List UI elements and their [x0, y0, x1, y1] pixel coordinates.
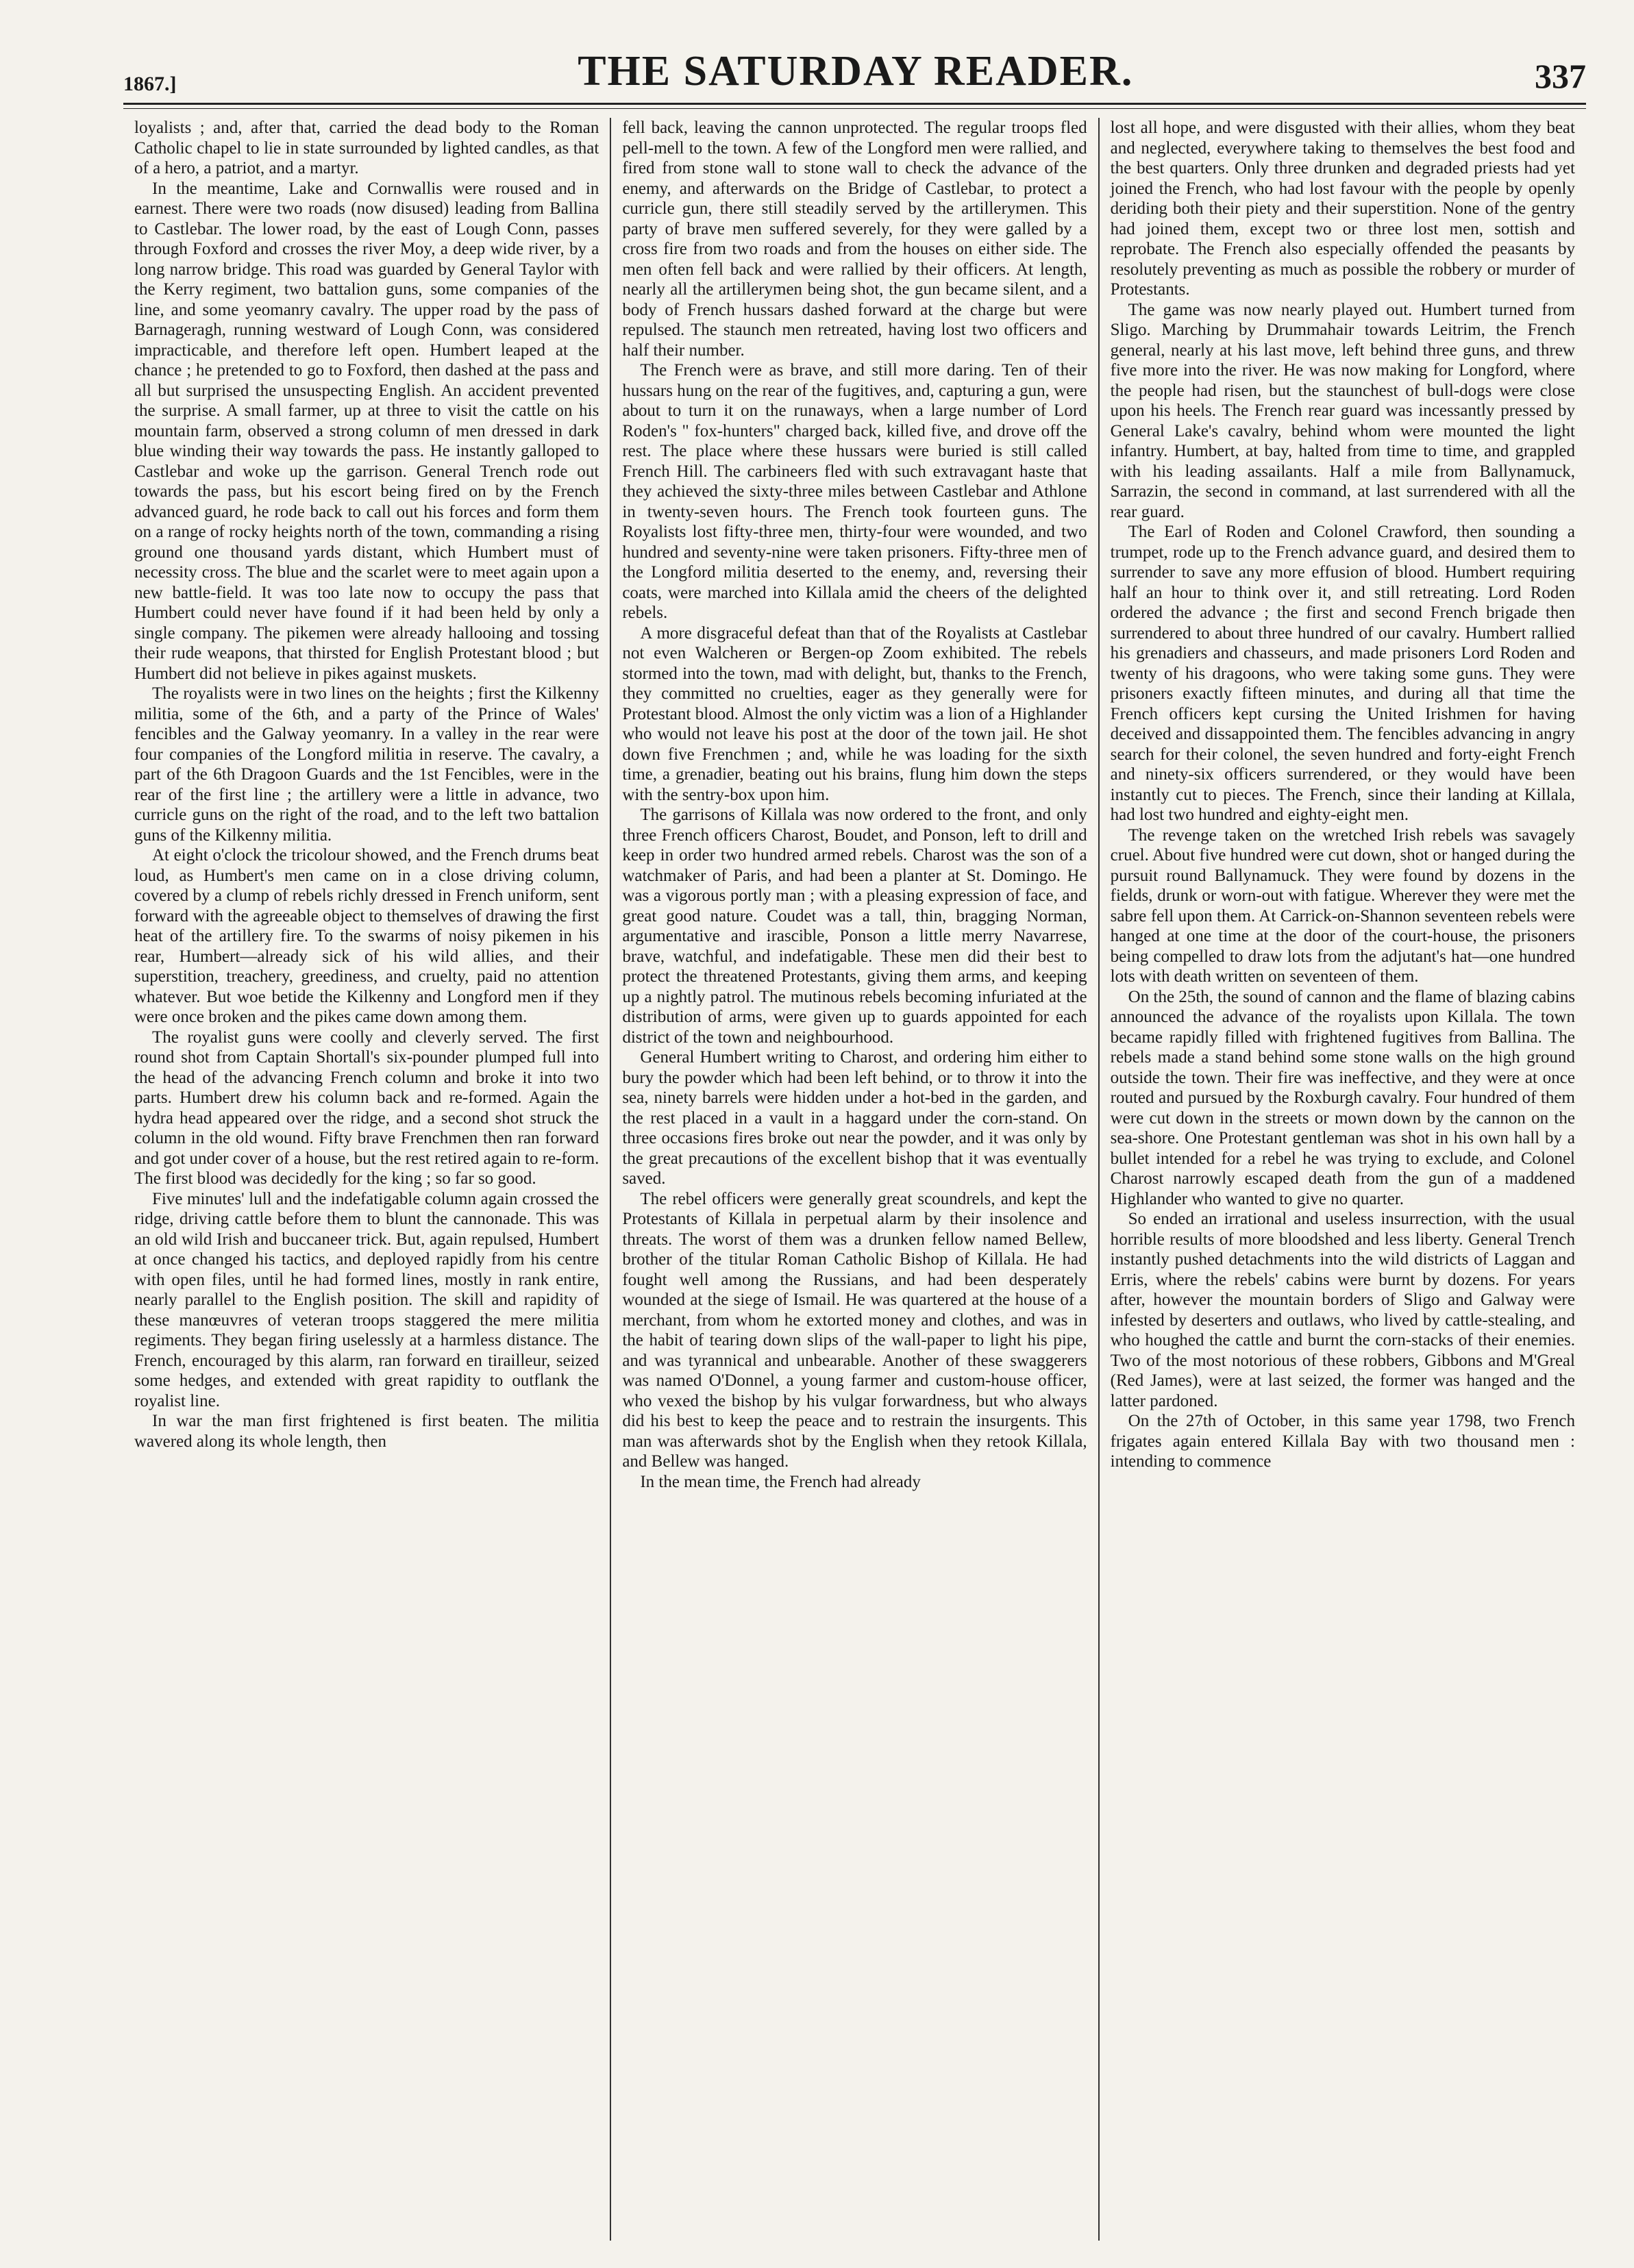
- paragraph: loyalists ; and, after that, carried the dead body to the Roman Catholic chapel to lie in state surrounded by lighted candles, as that of a hero, a patriot, and a martyr.: [134, 119, 599, 177]
- paragraph: The garrisons of Killala was now ordered to the front, and only three French officers Charost, Boudet, and Ponson, left to drill and keep in order two hundred armed rebels. Charost was the son of a watchmaker of Paris, and had been a planter at St. Domingo. He was a vigorous portly man ; with a pleasing expression of face, and great good nature. Coudet was a tall, thin, bragging Norman, argumentative and irascible, Ponson a little merry Navarrese, brave, watchful, and indefatigable. These men did their best to protect the threatened Protestants, giving them arms, and keeping up a nightly patrol. The mutinous rebels becoming infuriated at the distribution of arms, were given up to guards appointed for each district of the town and neighbourhood.: [622, 806, 1087, 1047]
- header-rule-thin: [123, 108, 1586, 109]
- paragraph: The royalist guns were coolly and cleverly served. The first round shot from Captain Shortall's six-pounder plumped full into the head of the advancing French column and broke it into two parts. Humbert drew his column back and re-formed. Again the hydra head appeared over the ridge, and a second shot struck the column in the old wound. Fifty brave Frenchmen then ran forward and got under cover of a house, but the rest retired again to re-form. The first blood was decidedly for the king ; so far so good.: [134, 1027, 599, 1188]
- paragraph: Five minutes' lull and the indefatigable column again crossed the ridge, driving cattle before them to blunt the cannonade. This was an old wild Irish and buccaneer trick. But, again repulsed, Humbert at once changed his tactics, and deployed rapidly from his centre with open files, until he had formed lines, mostly in rank entire, nearly parallel to the English position. The skill and rapidity of these manœuvres of veteran troops staggered the mere militia regiments. They began firing uselessly at a harmless distance. The French, encouraged by this alarm, ran forward en tirailleur, seized some hedges, and extended with great rapidity to outflank the royalist line.: [134, 1189, 599, 1410]
- column-1: [123, 118, 610, 2241]
- column-3: [1098, 118, 1586, 2241]
- paragraph: In the meantime, Lake and Cornwallis were roused and in earnest. There were two roads (now disused) leading from Ballina to Castlebar. The lower road, by the east of Lough Conn, passes through Foxford and crosses the river Moy, a deep wide river, by a long narrow bridge. This road was guarded by General Taylor with the Kerry regiment, two battalion guns, some companies of the line, and some yeomanry cavalry. The upper road by the pass of Barnageragh, running westward of Lough Conn, was considered impracticable, and therefore left open. Humbert leaped at the chance ; he pretended to go to Foxford, then dashed at the pass and all but surprised the unsuspecting English. An accident prevented the surprise. A small farmer, up at three to visit the cattle on his mountain farm, observed a strong column of men dressed in dark blue winding their way towards the pass. He instantly galloped to Castlebar and woke up the garrison. General Trench rode out towards the pass, but his escort being fired on by the French advanced guard, he rode back to call out his forces and form them on a range of rocky heights north of the town, commanding a rising ground one thousand yards distant, which Humbert must of necessity cross. The blue and the scarlet were to meet again upon a new battle-field. It was too late now to occupy the pass that Humbert could never have found if it had been held by only a single company. The pikemen were already hallooing and tossing their rude weapons, that thirsted for English Protestant blood ; but Humbert did not believe in pikes against muskets.: [134, 179, 599, 683]
- issue-date: 1867.]: [123, 73, 177, 95]
- paragraph: So ended an irrational and useless insurrection, with the usual horrible results of more bloodshed and less liberty. General Trench instantly pushed detachments into the wild districts of Laggan and Erris, where the rebels' cabins were burnt by dozens. For years after, however the mountain borders of Sligo and Galway were infested by deserters and outlaws, who lived by cattle-stealing, and who houghed the cattle and burnt the corn-stacks of their enemies. Two of the most notorious of these robbers, Gibbons and M'Greal (Red James), were at last seized, the former was hanged and the latter pardoned.: [1110, 1210, 1575, 1410]
- paragraph: The revenge taken on the wretched Irish rebels was savagely cruel. About five hundred were cut down, shot or hanged during the pursuit round Ballynamuck. They were found by dozens in the fields, drunk or worn-out with fatigue. Wherever they were met the sabre fell upon them. At Carrick-on-Shannon seventeen rebels were hanged at one time at the door of the court-house, the prisoners being compelled to draw lots from the adjutant's hat—one hundred lots with death written on seventeen of them.: [1110, 825, 1575, 986]
- page-number: 337: [1535, 57, 1586, 95]
- header-rule: [123, 103, 1586, 105]
- paragraph: The French were as brave, and still more daring. Ten of their hussars hung on the rear of the fugitives, and, capturing a gun, were about to turn it on the runaways, when a large number of Lord Roden's " fox-hunters" charged back, killed five, and drove off the rest. The place where these hussars were buried is still called French Hill. The carbineers fled with such extravagant haste that they achieved the sixty-three miles between Castlebar and Athlone in twenty-seven hours. The French took fourteen guns. The Royalists lost fifty-three men, thirty-four were wounded, and two hundred and seventy-nine were taken prisoners. Fifty-three men of the Longford militia deserted to the enemy, and, reversing their coats, were marched into Killala amid the cheers of the delighted rebels.: [622, 361, 1087, 622]
- paragraph: The Earl of Roden and Colonel Crawford, then sounding a trumpet, rode up to the French advance guard, and desired them to surrender to save any more effusion of blood. Humbert requiring half an hour to think over it, and still retreating. Lord Roden ordered the advance ; the first and second French brigade then surrendered to about three hundred of our cavalry. Humbert rallied his grenadiers and chasseurs, and made prisoners Lord Roden and twenty of his dragoons, who were taking some guns. They were prisoners exactly fifteen minutes, and during all that time the French officers kept cursing the United Irishmen for having deceived and dissappointed them. The fencibles advancing in angry search for their colonel, the seven hundred and forty-eight French and ninety-six officers surrendered, or they would have been instantly cut to pieces. The French, since their landing at Killala, had lost two hundred and eighty-eight men.: [1110, 523, 1575, 824]
- paragraph: General Humbert writing to Charost, and ordering him either to bury the powder which had been left behind, or to throw it into the sea, ninety barrels were hidden under a hot-bed in the garden, and the rest placed in a vault in a haggard under the corn-stand. On three occasions fires broke out near the powder, and it was only by the great precautions of the excellent bishop that it was eventually saved.: [622, 1048, 1087, 1188]
- article-columns: [123, 118, 1586, 2241]
- column-2: [610, 118, 1098, 2241]
- paragraph: The rebel officers were generally great scoundrels, and kept the Protestants of Killala in perpetual alarm by their insolence and threats. The worst of them was a drunken fellow named Bellew, brother of the titular Roman Catholic Bishop of Killala. He had fought well among the Russians, and had been desperately wounded at the siege of Ismail. He was quartered at the house of a merchant, from whom he extorted money and clothes, and was in the habit of tearing down slips of the wall-paper to light his pipe, and was tyrannical and unbearable. Another of these swaggerers was named O'Donnel, a young farmer and custom-house officer, who vexed the bishop by his vulgar forwardness, but who always did his best to keep the peace and to restrain the insurgents. This man was afterwards shot by the English when they retook Killala, and Bellew was hanged.: [622, 1189, 1087, 1471]
- masthead: [123, 48, 1586, 96]
- paragraph: A more disgraceful defeat than that of the Royalists at Castlebar not even Walcheren or Bergen-op Zoom exhibited. The rebels stormed into the town, mad with delight, but, thanks to the French, they committed no cruelties, eager as they generally were for Protestant blood. Almost the only victim was a lion of a Highlander who would not leave his post at the door of the town jail. He shot down five Frenchmen ; and, while he was loading for the sixth time, a grenadier, beating out his brains, flung him down the steps with the sentry-box upon him.: [622, 623, 1087, 804]
- paragraph: The royalists were in two lines on the heights ; first the Kilkenny militia, some of the 6th, and a party of the Prince of Wales' fencibles and the Galway yeomanry. In a valley in the rear were four companies of the Longford militia in reserve. The cavalry, a part of the 6th Dragoon Guards and the 1st Fencibles, were in the rear of the first line ; the artillery were a little in advance, two curricle guns on the right of the road, and to the left two battalion guns of the Kilkenny militia.: [134, 684, 599, 845]
- paragraph: fell back, leaving the cannon unprotected. The regular troops fled pell-mell to the town. A few of the Longford men were rallied, and fired from stone wall to stone wall to check the advance of the enemy, and afterwards on the Bridge of Castlebar, to protect a curricle gun, there still steadily served by the artillerymen. This party of brave men suffered severely, for they were galled by a cross fire from two roads and from the houses on either side. The men often fell back and were rallied by their officers. At length, nearly all the artillerymen being shot, the gun became silent, and a body of French hussars dashed forward at the charge but were repulsed. The staunch men retreated, having lost two officers and half their number.: [622, 119, 1087, 360]
- paragraph: On the 27th of October, in this same year 1798, two French frigates again entered Killala Bay with two thousand men : intending to commence: [1110, 1412, 1575, 1471]
- paragraph: The game was now nearly played out. Humbert turned from Sligo. Marching by Drummahair towards Leitrim, the French general, nearly at his last move, left behind three guns, and threw five more into the river. He was now making for Longford, where the people had risen, but the staunchest of bull-dogs were close upon his heels. The French rear guard was incessantly pressed by General Lake's cavalry, behind whom were mounted the light infantry. Humbert, at bay, halted from time to time, and grappled with his leading assailants. Half a mile from Ballynamuck, Sarrazin, the second in command, at last surrendered with all the rear guard.: [1110, 300, 1575, 521]
- paragraph: In war the man first frightened is first beaten. The militia wavered along its whole length, then: [134, 1412, 599, 1451]
- paragraph: lost all hope, and were disgusted with their allies, whom they beat and neglected, everywhere taking to themselves the best food and the best quarters. Only three drunken and degraded priests had yet joined the French, who had lost favour with the people by openly deriding both their piety and their superstition. None of the gentry had joined them, except two or three lost men, sottish and reprobate. The French also especially offended the peasants by resolutely preventing as much as possible the robbery or murder of Protestants.: [1110, 119, 1575, 299]
- paragraph: In the mean time, the French had already: [640, 1472, 921, 1491]
- publication-title: THE SATURDAY READER.: [578, 48, 1134, 95]
- paragraph: On the 25th, the sound of cannon and the flame of blazing cabins announced the advance of the royalists upon Killala. The town became rapidly filled with frightened fugitives from Ballina. The rebels made a stand behind some stone walls on the high ground outside the town. Their fire was ineffective, and they were at once routed and pursued by the Roxburgh cavalry. Four hundred of them were cut down in the streets or mown down by the cannon on the sea-shore. One Protestant gentleman was shot in his own hall by a bullet intended for a rebel he was trying to exclude, and Colonel Charost narrowly escaped death from the gun of a maddened Highlander who wanted to give no quarter.: [1110, 987, 1575, 1208]
- paragraph: At eight o'clock the tricolour showed, and the French drums beat loud, as Humbert's men came on in a close driving column, covered by a clump of rebels richly dressed in French uniform, sent forward with the agreeable object to themselves of drawing the first heat of the artillery fire. To the swarms of noisy pikemen in his rear, Humbert—already sick of his wild allies, and their superstition, treachery, greediness, and cruelty, paid no attention whatever. But woe betide the Kilkenny and Longford men if they were once broken and the pikes came down among them.: [134, 846, 599, 1026]
